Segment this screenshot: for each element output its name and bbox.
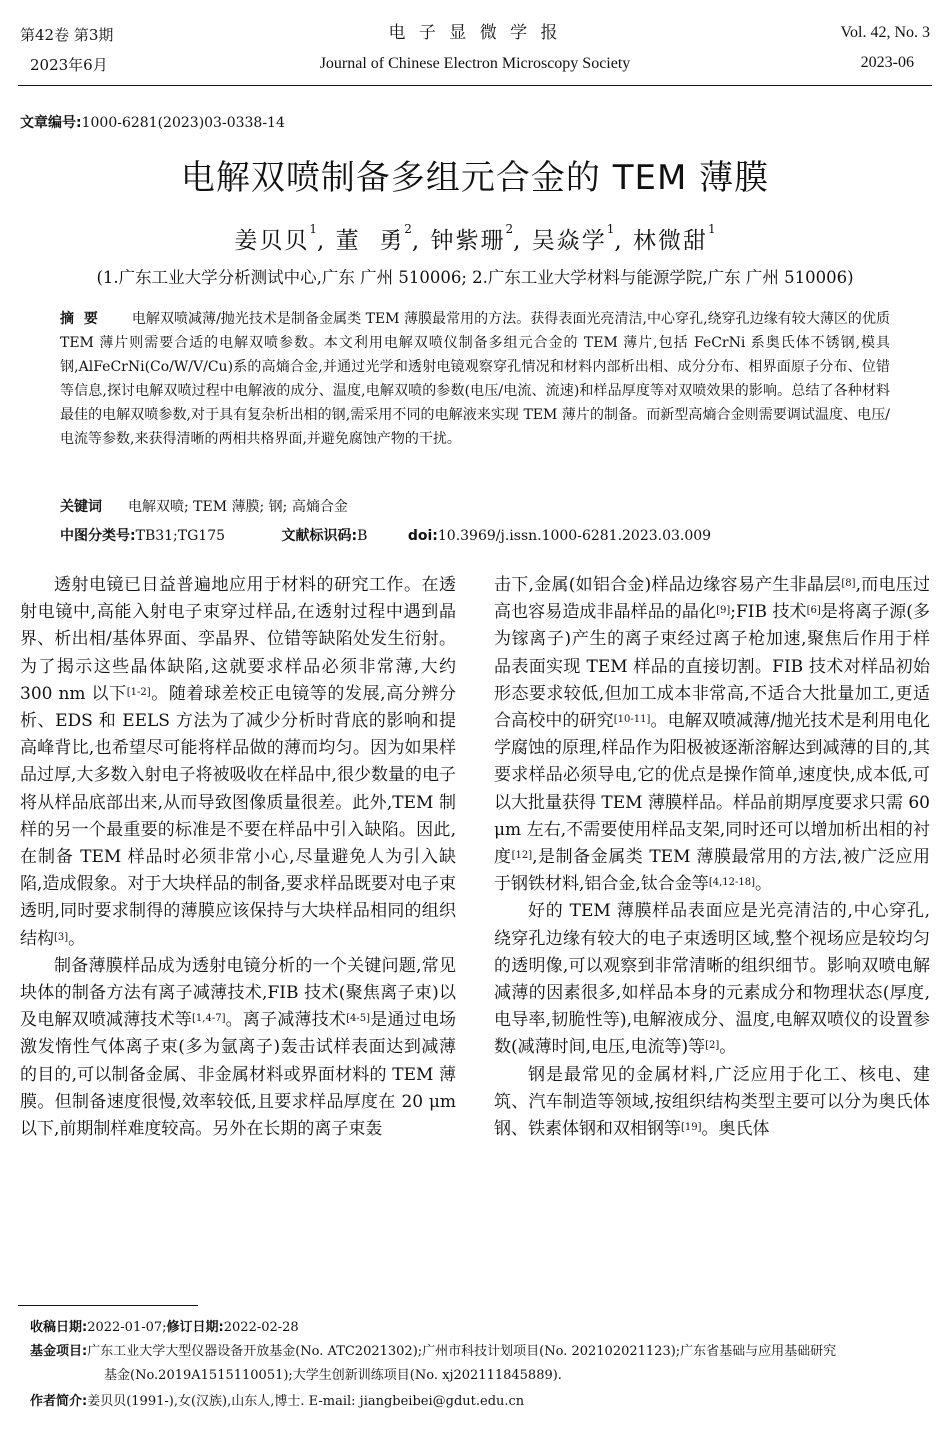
abstract [60, 307, 890, 451]
text-run: 。 [719, 1037, 737, 1058]
body-right-column [494, 572, 930, 1143]
received-dates: 收稿日期:2022-01-07;修订日期:2022-02-28 [30, 1320, 299, 1335]
citation[interactable]: [12] [511, 850, 533, 862]
citation[interactable]: [8] [841, 578, 856, 589]
revised-date: 2022-02-28 [223, 1320, 299, 1335]
citation[interactable]: [2] [705, 1040, 720, 1052]
text-run: 。 [754, 874, 772, 895]
affiliations: (1.广东工业大学分析测试中心,广东 广州 510006; 2.广东工业大学材料与能源学院,广东 广州 510006) [96, 268, 854, 287]
author-name: 钟紫珊 [430, 228, 506, 254]
funding [30, 1342, 930, 1362]
revised-label: 修订日期: [166, 1320, 224, 1335]
abstract-text: 电解双喷减薄/抛光技术是制备金属类 TEM 薄膜最常用的方法。获得表面光亮清洁,中心穿孔,绕穿孔边缘有较大薄区的优质 TEM 薄片则需要合适的电解双喷参数。本文利用电解双喷仪制备多组元合金的 TEM 薄片,包括 FeCrNi 系奥氏体不锈钢,模具钢,AlFeCrNi(Co/W/V/Cu)系的高熵合金,并通过光学和透射电镜观察穿孔情况和材料内部析出相、成分分布、相界面原子分布、位错等信息,探讨电解双喷过程中电解液的成分、温度,电解双喷的参数(电压/电流、流速)和样品厚度等对双喷效果的影响。总结了各种材料最佳的电解双喷参数,对于具有复杂析出相的钢,需采用不同的电解液来实现 TEM 薄片的制备。而新型高熵合金则需要调试温度、电压/电流等参数,来获得清晰的两相共格界面,并避免腐蚀产物的干扰。 [60, 311, 890, 447]
text-run: 好的 TEM 薄膜样品表面应是光亮清洁的,中心穿孔,绕穿孔边缘有较大的电子束透明区域,整个视场应是较均匀的透明像,可以观察到非常清晰的组织细节。影响双喷电解减薄的因素很多,如样品本身的元素成分和物理状态(厚度,电导率,韧脆性等),电解液成分、温度,电解双喷仪的设置参数(减薄时间,电压,电流等)等 [494, 901, 930, 1058]
text-run: ;FIB 技术 [730, 602, 807, 623]
text-run: 钢是最常见的金属材料,广泛应用于化工、核电、建筑、汽车制造等领域,按组织结构类型主要可以分为奥氏体钢、铁素体钢和双相钢等 [494, 1064, 930, 1140]
citation[interactable]: [3] [54, 931, 69, 943]
funding-label: 基金项目: [30, 1344, 88, 1359]
author-name: 姜贝贝 [234, 228, 310, 254]
text-run: 。离子减薄技术 [225, 1010, 347, 1031]
author-name: 林微甜 [633, 228, 709, 254]
author-bio-label: 作者简介: [30, 1394, 88, 1409]
author-affil-mark: 2 [505, 222, 514, 236]
text-run: 。 [68, 928, 86, 949]
abstract-label: 摘 要 [60, 311, 98, 327]
text-run: ,而电压过高也容易造成非晶样品的晶化 [494, 575, 931, 623]
text-run: 。电解双喷减薄/抛光技术是利用电化学腐蚀的原理,样品作为阳极被逐渐溶解达到减薄的目的,其要求样品必须导电,它的优点是操作简单,速度快,成本低,可以大批量获得 TEM 薄膜样品。样品前期厚度要求只需 60 μm 左右,不需要使用样品支架,同时还可以增加析出相的衬度 [494, 711, 930, 868]
header-rule [18, 85, 932, 86]
author-affil-mark: 1 [309, 222, 317, 236]
clc-label: 中图分类号: [60, 528, 136, 544]
article-number [20, 112, 285, 132]
classification-line [60, 525, 711, 545]
author-bio [30, 1392, 930, 1412]
author-affil-mark: 1 [708, 222, 716, 236]
doi-link[interactable]: 10.3969/j.issn.1000-6281.2023.03.009 [437, 528, 712, 544]
funding-line-2: 基金(No.2019A1515110051);大学生创新训练项目(No. xj202111845889). [104, 1368, 562, 1383]
keywords-text: 电解双喷; TEM 薄膜; 钢; 高熵合金 [128, 499, 348, 515]
body-left-column [20, 572, 456, 1143]
doc-code-label: 文献标识码: [281, 528, 358, 544]
text-run: 击下,金属(如铝合金)样品边缘容易产生非晶层 [494, 575, 842, 595]
citation[interactable]: [1,4-7] [192, 1013, 226, 1025]
author-affil-mark: 2 [404, 222, 412, 236]
author-name: 董 勇 [335, 228, 405, 254]
citation[interactable]: [9] [716, 605, 731, 617]
citation[interactable]: [6] [806, 605, 821, 617]
author-bio-text: 姜贝贝(1991-),女(汉族),山东人,博士. E-mail: jiangbeibei@gdut.edu.cn [87, 1394, 525, 1409]
article-number-value: 1000-6281(2023)03-0338-14 [81, 115, 285, 131]
journal-title-en: Journal of Chinese Electron Microscopy Society [319, 55, 631, 72]
date-en: 2023-06 [860, 54, 914, 71]
author-affil-mark: 1 [606, 222, 615, 236]
funding-cont [104, 1366, 934, 1386]
citation[interactable]: [19] [681, 1122, 702, 1134]
citation[interactable]: [4,12-18] [708, 877, 755, 889]
received-date: 2022-01-07 [87, 1320, 163, 1335]
vol-issue-en: Vol. 42, No. 3 [840, 24, 930, 41]
paragraph [20, 953, 456, 1143]
paragraph [20, 572, 456, 953]
received-label: 收稿日期: [30, 1320, 88, 1335]
journal-title-cn: 电 子 显 微 学 报 [388, 23, 562, 43]
citation[interactable]: [1-2] [126, 686, 151, 698]
text-run: ,是制备金属类 TEM 薄膜最常用的方法,被广泛应用于钢铁材料,铝合金,钛合金等 [494, 847, 930, 895]
doc-code-value: B [357, 528, 368, 544]
keywords [60, 496, 348, 516]
doi-label: doi: [407, 528, 438, 544]
clc-value: TB31;TG175 [135, 528, 226, 544]
citation[interactable]: [10-11] [613, 714, 651, 726]
text-run: 。随着球差校正电镜等的发展,高分辨分析、EDS 和 EELS 方法为了减少分析时背底的影响和提高峰背比,也希望尽可能将样品做的薄而均匀。因为如果样品过厚,大多数入射电子将被吸收在样品中,很少数量的电子将从样品底部出来,从而导致图像质量很差。此外,TEM 制样的另一个最重要的标准是不要在样品中引入缺陷。因此,在制备 TEM 样品时必须非常小心,尽量避免人为引入缺陷,造成假象。对于大块样品的制备,要求样品既要对电子束透明,同时要求制得的薄膜应该保持与大块样品相同的组织结构 [20, 683, 457, 949]
author-list: 姜贝贝$^1$, 董 勇$^2$, 钟紫珊$^2$, 吴焱学$^1$, 林微甜$^1$ [234, 222, 716, 254]
paragraph [494, 1062, 930, 1144]
article-number-label: 文章编号: [20, 115, 82, 131]
date-cn: 2023年6月 [30, 56, 108, 74]
text-run: 制备薄膜样品成为透射电镜分析的一个关键问题,常见块体的制备方法有离子减薄技术,FIB 技术(聚焦离子束)以及电解双喷减薄技术等 [20, 955, 456, 1031]
text-run: 透射电镜已日益普遍地应用于材料的研究工作。在透射电镜中,高能入射电子束穿过样品,在透射过程中遇到晶界、析出相/基体界面、孪晶界、位错等缺陷处发生衍射。为了揭示这些晶体缺陷,这就要求样品必须非常薄,大约 300 nm 以下 [20, 575, 456, 704]
funding-line-1: 广东工业大学大型仪器设备开放基金(No. ATC2021302);广州市科技计划项目(No. 202102021123);广东省基础与应用基础研究 [87, 1344, 837, 1359]
text-run: 是将离子源(多为镓离子)产生的离子束经过离子枪加速,聚焦后作用于样品表面实现 TEM 样品的直接切割。FIB 技术对样品初始形态要求较低,但加工成本非常高,不适合大批量加工,更适合高校中的研究 [494, 602, 930, 732]
citation[interactable]: [4-5] [346, 1013, 371, 1025]
text-run: 是通过电场激发惰性气体离子束(多为氩离子)轰击试样表面达到减薄的目的,可以制备金属、非金属材料或界面材料的 TEM 薄膜。但制备速度很慢,效率较低,且要求样品厚度在 20 μm 以下,前期制样难度较高。另外在长期的离子束轰 [20, 1010, 457, 1140]
vol-issue-cn: 第42卷 第3期 [20, 26, 114, 44]
paragraph [494, 572, 930, 898]
paper-title: 电解双喷制备多组元合金的 TEM 薄膜 [180, 158, 770, 198]
author-name: 吴焱学 [531, 228, 607, 254]
text-run: 。奥氏体 [701, 1119, 770, 1140]
keywords-label: 关键词 [60, 499, 102, 515]
footnote-rule [18, 1305, 198, 1306]
paragraph [494, 898, 930, 1061]
